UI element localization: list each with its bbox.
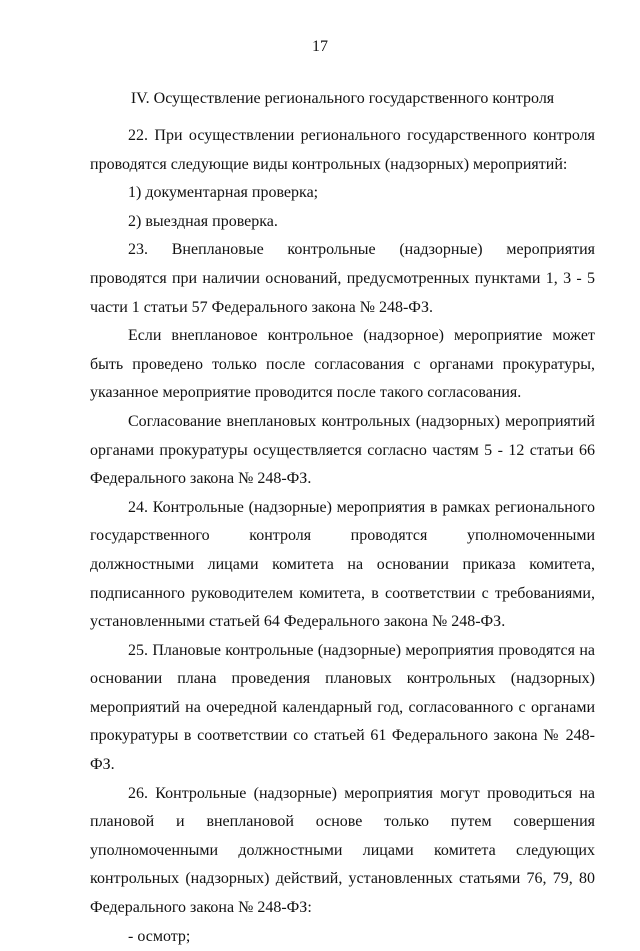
list-item-field-check: 2) выездная проверка. [128,212,278,230]
page-number: 17 [312,38,328,55]
section-heading: IV. Осуществление регионального государственного контроля [130,90,555,107]
list-item-documentary-check: 1) документарная проверка; [128,184,319,202]
list-item-inspection: - осмотр; [128,927,191,945]
paragraph-26: 26. Контрольные (надзорные) мероприятия могут проводиться на плановой и внеплановой основе только путем совершения уполномоченными должностными лицами комитета следующих контрольных (надзорных) действий, установленных статьями 76, 79, 80 Федерального закона № 248-ФЗ: [90,784,595,917]
paragraph-24: 24. Контрольные (надзорные) мероприятия в рамках регионального государственного контроля проводятся уполномоченными должностными лицами комитета на основании приказа комитета, подписанного руководителем комитета, в соответствии с требованиями, установленными статьей 64 Федерального закона № 248-ФЗ. [90,498,595,631]
paragraph-25: 25. Плановые контрольные (надзорные) мероприятия проводятся на основании плана проведения плановых контрольных (надзорных) мероприятий на очередной календарный год, согласованного с органами прокуратуры в соответствии со статьей 61 Федерального закона № 248-ФЗ. [90,641,595,774]
paragraph-23: 23. Внеплановые контрольные (надзорные) мероприятия проводятся при наличии оснований, предусмотренных пунктами 1, 3 - 5 части 1 статьи 57 Федерального закона № 248-ФЗ. [90,241,595,316]
body-text [90,122,595,951]
paragraph-unscheduled-approval: Если внеплановое контрольное (надзорное) мероприятие может быть проведено только после согласования с органами прокуратуры, указанное мероприятие проводится после такого согласования. [90,327,595,402]
paragraph-22: 22. При осуществлении регионального государственного контроля проводятся следующие виды контрольных (надзорных) мероприятий: [90,127,595,173]
paragraph-prosecutor-approval: Согласование внеплановых контрольных (надзорных) мероприятий органами прокуратуры осуществляется согласно частям 5 - 12 статьи 66 Федерального закона № 248-ФЗ. [90,412,595,488]
